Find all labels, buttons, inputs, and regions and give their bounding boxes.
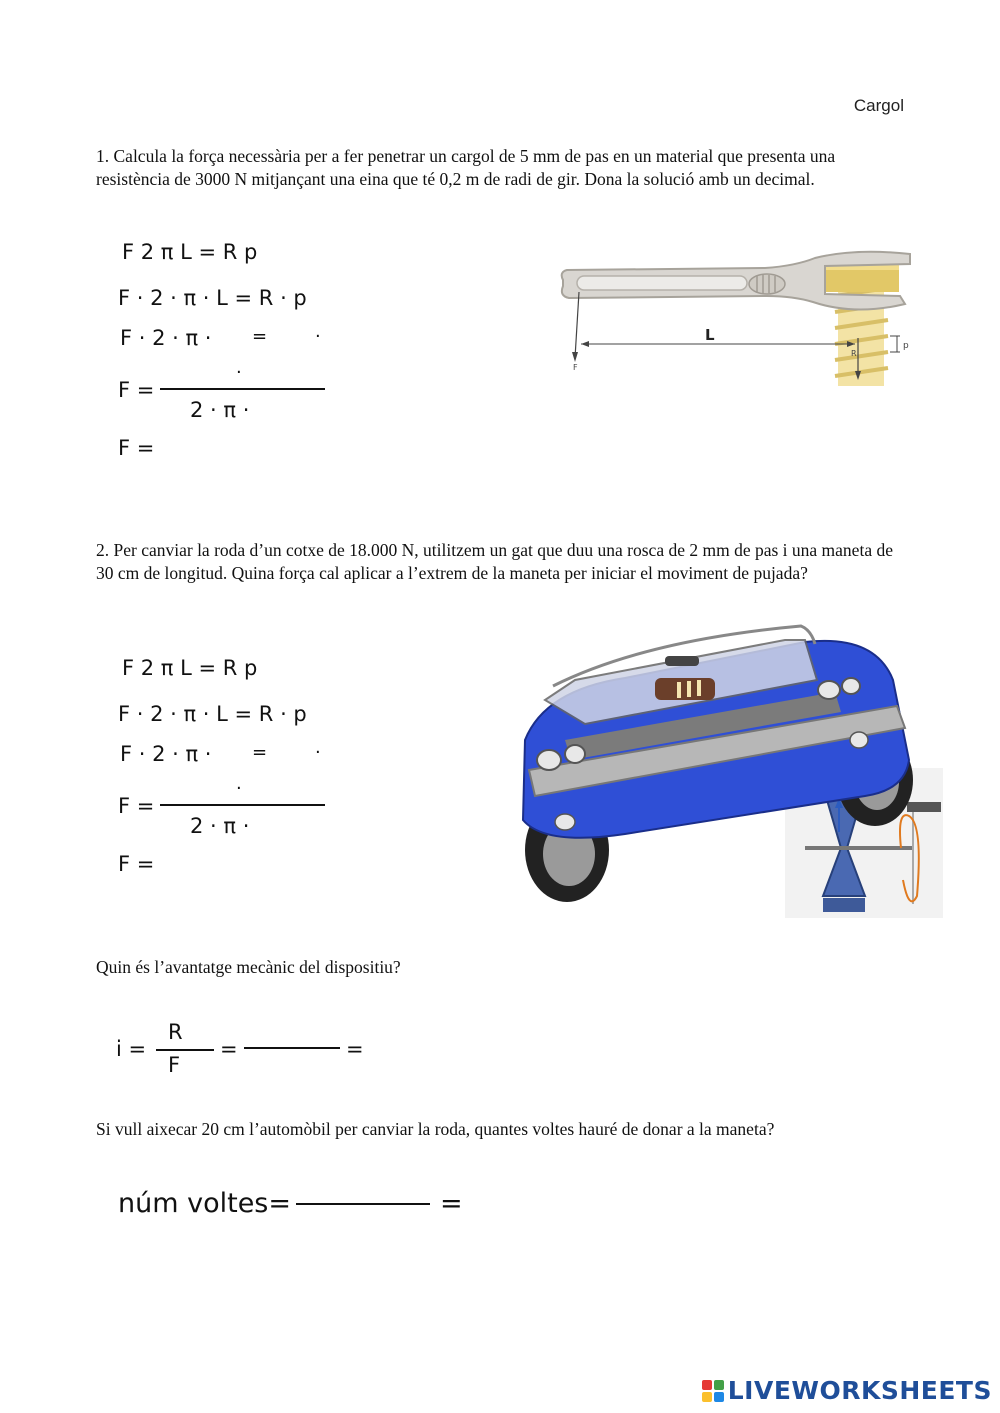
figure-label-p: p <box>903 341 909 351</box>
q2-formula-dot: · <box>315 742 321 763</box>
q1-formula-dot: · <box>315 326 321 347</box>
q2-fraction-numerator: · <box>236 778 242 799</box>
wrench-screw-illustration <box>555 240 915 390</box>
page-title: Cargol <box>853 96 904 115</box>
question-2-text: 2. Per canviar la roda d’un cotxe de 18.000 N, utilitzem un gat que duu una rosca de 2 mm de pas i una maneta de 30 cm de longitud. Quina força cal aplicar a l’extrem de la maneta per iniciar el moviment de pujada? <box>96 540 893 583</box>
q4-answer-blank <box>296 1203 430 1205</box>
q1-result-line: F = <box>118 436 155 460</box>
logo-grid-icon <box>702 1380 724 1402</box>
q2-fraction-lhs: F = <box>118 794 155 818</box>
q1-fraction-numerator: · <box>236 362 242 383</box>
question-1-text: 1. Calcula la força necessària per a fer penetrar un cargol de 5 mm de pas en un material que presenta una resistència de 3000 N mitjançant una eina que té 0,2 m de radi de gir. Dona la solució amb un decimal. <box>96 146 836 189</box>
q3-numerator: R <box>168 1020 183 1044</box>
q4-equals: = <box>440 1188 463 1219</box>
q1-formula-line-1: F 2 π L = R p <box>122 240 258 264</box>
screw-icon <box>823 262 899 386</box>
q1-fraction-lhs: F = <box>118 378 155 402</box>
q2-result-line: F = <box>118 852 155 876</box>
q2-fraction-bar <box>160 804 325 806</box>
q3-lhs: i = <box>116 1037 147 1061</box>
logo-text: LIVEWORKSHEETS <box>727 1376 992 1405</box>
q2-formula-line-2: F · 2 · π · L = R · p <box>118 702 307 726</box>
figure-label-R: R <box>851 349 857 358</box>
q1-fraction-denominator: 2 · π · <box>190 398 250 422</box>
q1-formula-line-2: F · 2 · π · L = R · p <box>118 286 307 310</box>
liveworksheets-logo <box>702 1376 992 1405</box>
q1-formula-equals: = <box>252 326 268 347</box>
q3-equals-1: = <box>220 1037 238 1061</box>
q2-fraction-denominator: 2 · π · <box>190 814 250 838</box>
question-3-text: Quin és l’avantatge mecànic del dispositiu? <box>96 957 401 977</box>
figure-label-F: F <box>573 363 578 372</box>
car-jack-illustration <box>505 620 945 920</box>
q4-lhs: núm voltes= <box>118 1188 291 1219</box>
figure-label-L: L <box>705 326 715 344</box>
q1-fraction-bar <box>160 388 325 390</box>
q2-formula-equals: = <box>252 742 268 763</box>
q3-equals-2: = <box>346 1037 364 1061</box>
q2-formula-line-3: F · 2 · π · <box>120 742 212 766</box>
q3-answer-blank <box>244 1047 340 1049</box>
q2-formula-line-1: F 2 π L = R p <box>122 656 258 680</box>
q3-fraction-bar <box>156 1049 214 1051</box>
question-4-text: Si vull aixecar 20 cm l’automòbil per canviar la roda, quantes voltes hauré de donar a la maneta? <box>96 1119 775 1139</box>
q1-formula-line-3: F · 2 · π · <box>120 326 212 350</box>
q3-denominator: F <box>168 1053 181 1077</box>
